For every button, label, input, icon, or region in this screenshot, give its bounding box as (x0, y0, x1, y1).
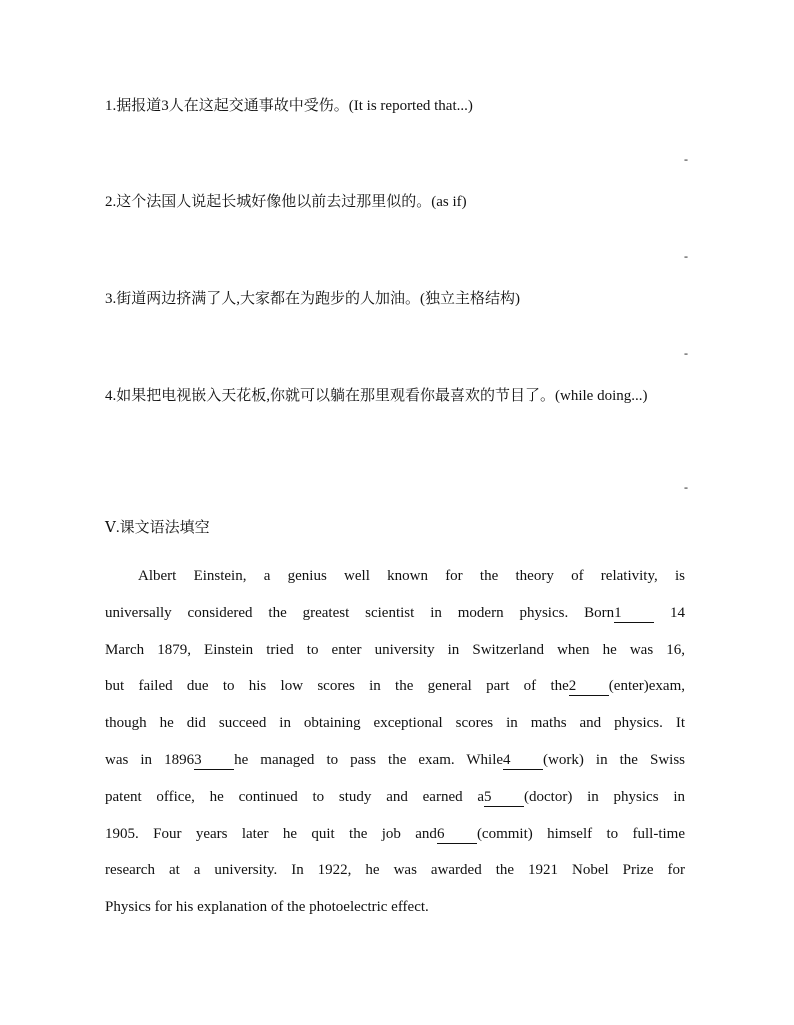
passage-line (105, 632, 685, 669)
passage-text: 14 (670, 604, 685, 621)
answer-line-marker: - (684, 152, 688, 166)
question-number: 2. (105, 194, 117, 210)
passage-text: though he did succeed in obtaining exceptional scores in maths and physics. It (105, 715, 685, 732)
blank-4[interactable]: 4 (503, 751, 543, 770)
blank-3[interactable]: 3 (194, 751, 234, 770)
question-text: 如果把电视嵌入天花板,你就可以躺在那里观看你最喜欢的节目了。(while doing...) (116, 388, 648, 404)
passage-text: was in 1896 (105, 751, 195, 768)
passage-line (105, 668, 685, 705)
passage-line (105, 816, 685, 853)
passage-text: (work) in the Swiss (543, 751, 685, 768)
passage-line (105, 595, 685, 632)
passage-text: patent office, he continued to study and earned a (105, 788, 485, 805)
question-text: 街道两边挤满了人,大家都在为跑步的人加油。(独立主格结构) (116, 291, 520, 307)
question-number: 4. (105, 388, 117, 404)
passage-line (105, 779, 685, 816)
passage-text: 1905. Four years later he quit the job and (105, 825, 437, 842)
question-3 (105, 281, 520, 317)
passage-text: research at a university. In 1922, he was awarded the 1921 Nobel Prize for (105, 862, 685, 879)
question-2 (105, 184, 467, 220)
passage-line (105, 889, 685, 926)
passage-text: universally considered the greatest scientist in modern physics. Born (105, 604, 615, 621)
blank-6[interactable]: 6 (437, 825, 477, 844)
question-1 (105, 88, 473, 124)
passage-line (105, 742, 685, 779)
question-number: 3. (105, 291, 117, 307)
passage-line (105, 558, 685, 595)
passage-text: Physics for his explanation of the photoelectric effect. (105, 899, 429, 916)
passage-text: (enter)exam, (608, 678, 685, 695)
answer-line-marker: - (684, 480, 688, 494)
passage-text: (doctor) in physics in (524, 788, 685, 805)
section-title: Ⅴ.课文语法填空 (105, 520, 210, 536)
passage (105, 558, 685, 926)
passage-line (105, 852, 685, 889)
passage-text: March 1879, Einstein tried to enter university in Switzerland when he was 16, (105, 641, 685, 658)
answer-line-marker: - (684, 249, 688, 263)
passage-text: but failed due to his low scores in the general part of the (105, 678, 569, 695)
blank-1[interactable]: 1 (614, 604, 654, 623)
question-number: 1. (105, 98, 117, 114)
passage-line (105, 705, 685, 742)
question-text: 据报道3人在这起交通事故中受伤。(It is reported that...) (116, 98, 473, 114)
question-4 (105, 378, 665, 414)
answer-line-marker: - (684, 346, 688, 360)
passage-text: (commit) himself to full-time (476, 825, 685, 842)
passage-text: Albert Einstein, a genius well known for the theory of relativity, is (138, 568, 685, 584)
question-text: 这个法国人说起长城好像他以前去过那里似的。(as if) (116, 194, 467, 210)
blank-5[interactable]: 5 (484, 788, 524, 807)
blank-2[interactable]: 2 (569, 677, 609, 696)
passage-text: he managed to pass the exam. While (234, 751, 504, 768)
